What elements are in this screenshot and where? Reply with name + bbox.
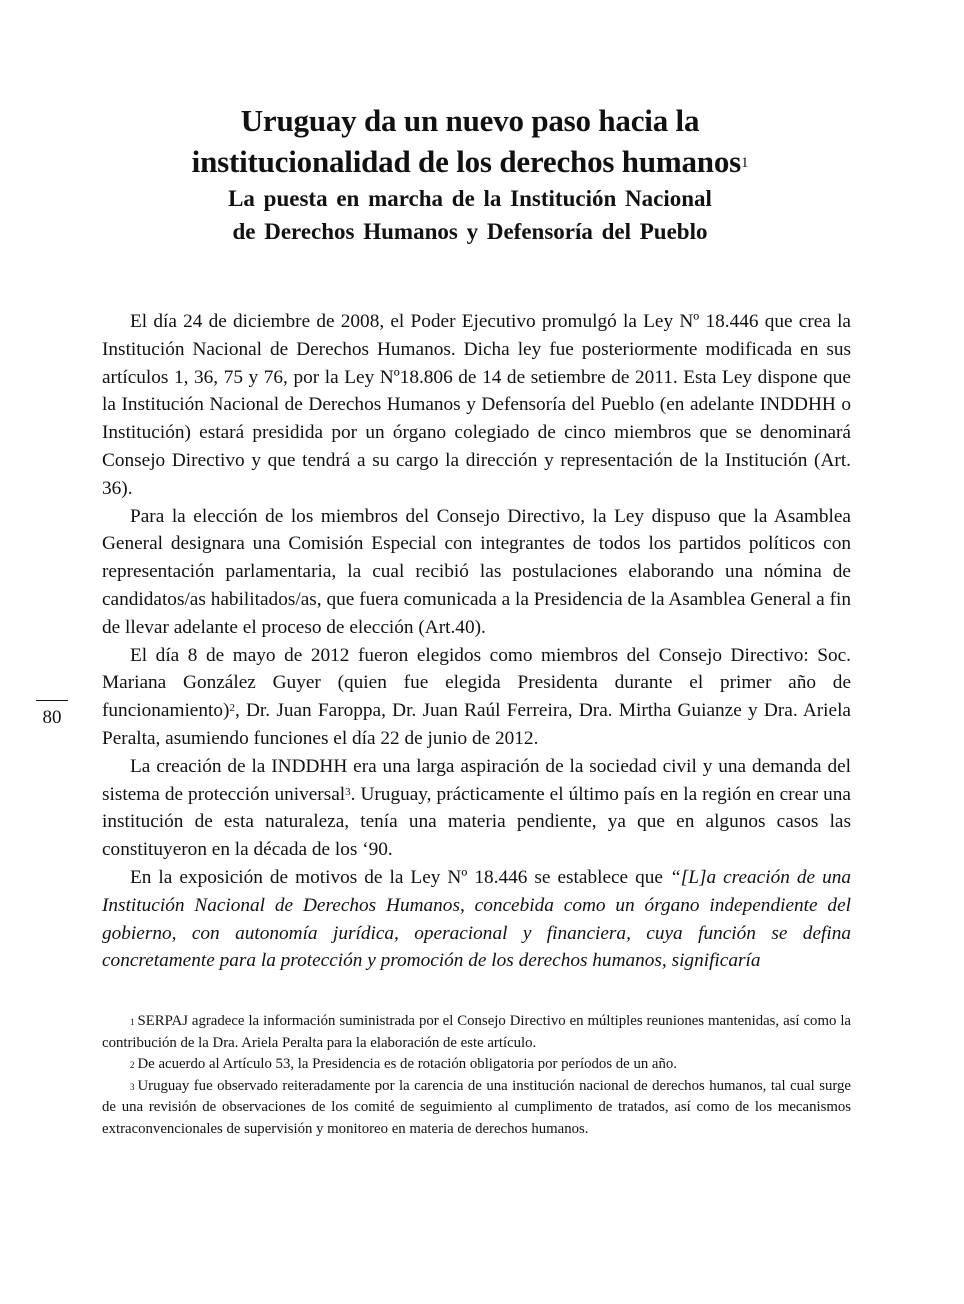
title-line-1: Uruguay da un nuevo paso hacia la (240, 103, 700, 138)
footnote-2-text: De acuerdo al Artículo 53, la Presidencia es de rotación obligatoria por períodos de un año. (137, 1056, 678, 1072)
paragraph-2: Para la elección de los miembros del Consejo Directivo, la Ley dispuso que la Asamblea General designara una Comisión Especial con integrantes de todos los partidos políticos con representación parlamentaria, la cual recibió las postulaciones elaborando una nómina de candidatos/as habilitados/as, que fuera comunicada a la Presidencia de la Asamblea General a fin de llevar adelante el proceso de elección (Art.40). (102, 505, 851, 638)
footnote-3 (102, 1076, 851, 1141)
title-footnote-ref[interactable]: 1 (741, 155, 749, 171)
footnote-2-marker: 2 (130, 1060, 135, 1070)
paragraph-5-text: En la exposición de motivos de la Ley Nº 18.446 se establece que (130, 866, 670, 888)
footnote-3-marker: 3 (130, 1081, 135, 1092)
paragraph-1: El día 24 de diciembre de 2008, el Poder Ejecutivo promulgó la Ley Nº 18.446 que crea la Institución Nacional de Derechos Humanos. Dicha ley fue posteriormente modificada en sus artículos 1, 36, 75 y 76, por la Ley Nº18.806 de 14 de setiembre de 2011. Esta Ley dispone que la Institución Nacional de Derechos Humanos y Defensoría del Pueblo (en adelante INDDHH o Institución) estará presidida por un órgano colegiado de cinco miembros que se denominará Consejo Directivo y que tendrá a su cargo la dirección y representación de la Institución (Art. 36). (102, 311, 851, 499)
title-line-2: institucionalidad de los derechos humanos (191, 144, 742, 179)
paragraph-3-text-a: El día 8 de mayo de 2012 fueron elegidos como miembros del Consejo Directivo: Soc. Mariana González Guyer (quien fue elegida Presidenta durante el primer año de funcionamiento) (102, 644, 851, 722)
footnote-2 (102, 1054, 851, 1076)
article-subtitle (0, 182, 940, 248)
subtitle-line-2: de Derechos Humanos y Defensoría del Pueblo (232, 219, 708, 244)
article-body (102, 308, 851, 975)
paragraph-3-text-b: , Dr. Juan Faroppa, Dr. Juan Raúl Ferreira, Dra. Mirtha Guianze y Dra. Ariela Peralta, asumiendo funciones el día 22 de junio de 2012. (102, 700, 851, 749)
paragraph-5 (102, 864, 851, 975)
footnote-1-marker: 1 (130, 1017, 135, 1027)
footnote-1 (102, 1011, 851, 1054)
paragraph-4 (102, 753, 851, 864)
paragraph-4-text-a: La creación de la INDDHH era una larga aspiración de la sociedad civil y una demanda del sistema de protección universal (102, 755, 851, 805)
footnotes (102, 1011, 851, 1140)
paragraph-5-quote: “[L]a creación de una Institución Nacional de Derechos Humanos, concebida como un órgano independiente del gobierno, con autonomía jurídica, operacional y financiera, cuya función se defina concretamente para la protección y promoción de los derechos humanos, significaría (102, 866, 852, 972)
footnote-3-text: Uruguay fue observado reiteradamente por la carencia de una institución nacional de derechos humanos, tal cual surge de una revisión de observaciones de los comité de seguimiento al cumplimento de tratados, así como de los mecanismos extraconvencionales de supervisión y monitoreo en materia de derechos humanos. (102, 1077, 851, 1137)
footnote-ref-3[interactable]: 3 (345, 785, 351, 798)
subtitle-line-1: La puesta en marcha de la Institución Nacional (228, 186, 712, 211)
article-title (0, 100, 940, 182)
paragraph-3 (102, 642, 851, 753)
paragraph-4-text-b: . Uruguay, prácticamente el último país en la región en crear una institución de esta naturaleza, tenía una materia pendiente, ya que en algunos casos las constituyeron en la década de los ‘90. (102, 783, 851, 861)
title-block (0, 100, 940, 248)
page-number: 80 (36, 700, 68, 729)
footnote-1-text: SERPAJ agradece la información suministrada por el Consejo Directivo en múltiples reuniones mantenidas, así como la contribución de la Dra. Ariela Peralta para la elaboración de este artículo. (102, 1013, 851, 1051)
footnote-ref-2[interactable]: 2 (229, 702, 235, 715)
